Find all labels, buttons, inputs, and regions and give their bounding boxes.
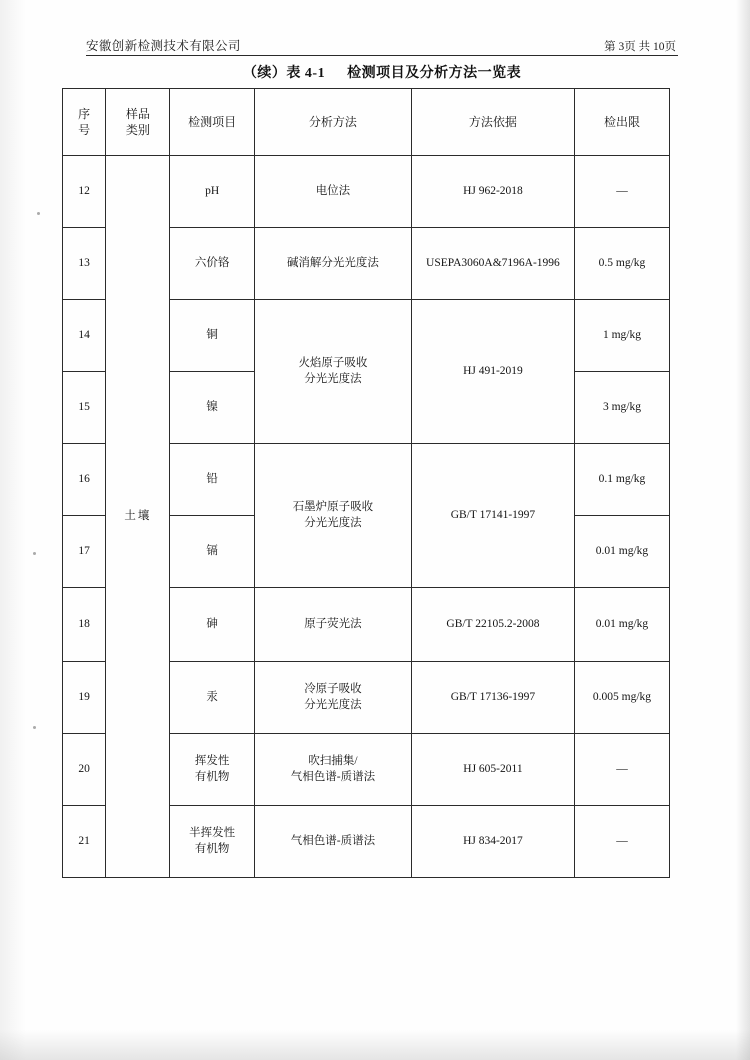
table-row: [63, 156, 670, 228]
scan-shadow-left: [0, 0, 26, 1060]
cell-item: 铅: [170, 444, 255, 516]
cell-no: 12: [63, 156, 106, 228]
page-number: 第 3页 共 10页: [604, 41, 676, 53]
page-title: [86, 62, 678, 82]
cell-item: 挥发性 有机物: [170, 734, 255, 806]
cell-item: 汞: [170, 662, 255, 734]
scan-speck: [33, 552, 36, 555]
cell-no: 16: [63, 444, 106, 516]
cell-method: 气相色谱-质谱法: [254, 806, 411, 878]
cell-method: 冷原子吸收 分光光度法: [254, 662, 411, 734]
cell-limit: 0.01 mg/kg: [574, 516, 669, 588]
cell-basis: USEPA3060A&7196A-1996: [411, 228, 574, 300]
col-header-item: 检测项目: [170, 89, 255, 156]
cell-no: 15: [63, 372, 106, 444]
company-name: 安徽创新检测技术有限公司: [86, 39, 241, 53]
cell-basis: GB/T 17141-1997: [411, 444, 574, 588]
cell-no: 18: [63, 588, 106, 662]
cell-no: 20: [63, 734, 106, 806]
cell-limit: —: [574, 734, 669, 806]
cell-basis: GB/T 17136-1997: [411, 662, 574, 734]
table-header-row: [63, 89, 670, 156]
cell-limit: —: [574, 806, 669, 878]
cell-no: 14: [63, 300, 106, 372]
cell-limit: 0.1 mg/kg: [574, 444, 669, 516]
document-header: [86, 36, 676, 54]
methods-table: [62, 88, 670, 878]
methods-table-wrapper: [62, 88, 670, 878]
cell-category: 土壤: [106, 156, 170, 878]
cell-no: 21: [63, 806, 106, 878]
cell-no: 19: [63, 662, 106, 734]
cell-item: 六价铬: [170, 228, 255, 300]
col-header-limit: 检出限: [574, 89, 669, 156]
col-header-basis: 方法依据: [411, 89, 574, 156]
cell-method: 吹扫捕集/ 气相色谱-质谱法: [254, 734, 411, 806]
scan-shadow-right: [736, 0, 750, 1060]
col-header-no: 序 号: [63, 89, 106, 156]
cell-basis: HJ 962-2018: [411, 156, 574, 228]
cell-method: 电位法: [254, 156, 411, 228]
cell-method: 碱消解分光光度法: [254, 228, 411, 300]
cell-no: 17: [63, 516, 106, 588]
col-header-category: 样品 类别: [106, 89, 170, 156]
cell-limit: 0.5 mg/kg: [574, 228, 669, 300]
cell-item: 镉: [170, 516, 255, 588]
cell-method: 火焰原子吸收 分光光度法: [254, 300, 411, 444]
cell-basis: HJ 605-2011: [411, 734, 574, 806]
cell-method: 石墨炉原子吸收 分光光度法: [254, 444, 411, 588]
cell-item: 镍: [170, 372, 255, 444]
title-prefix: （续）表 4-1: [242, 66, 326, 81]
header-divider: [86, 55, 678, 56]
scan-speck: [37, 212, 40, 215]
title-main: 检测项目及分析方法一览表: [347, 66, 522, 81]
cell-item: 砷: [170, 588, 255, 662]
cell-limit: 3 mg/kg: [574, 372, 669, 444]
cell-item: 铜: [170, 300, 255, 372]
cell-limit: 0.01 mg/kg: [574, 588, 669, 662]
cell-item: 半挥发性 有机物: [170, 806, 255, 878]
cell-method: 原子荧光法: [254, 588, 411, 662]
col-header-method: 分析方法: [254, 89, 411, 156]
cell-no: 13: [63, 228, 106, 300]
scan-shadow-bottom: [0, 1030, 750, 1060]
cell-item: pH: [170, 156, 255, 228]
cell-limit: 1 mg/kg: [574, 300, 669, 372]
cell-basis: GB/T 22105.2-2008: [411, 588, 574, 662]
scan-speck: [33, 726, 36, 729]
cell-basis: HJ 491-2019: [411, 300, 574, 444]
cell-limit: —: [574, 156, 669, 228]
cell-limit: 0.005 mg/kg: [574, 662, 669, 734]
cell-basis: HJ 834-2017: [411, 806, 574, 878]
